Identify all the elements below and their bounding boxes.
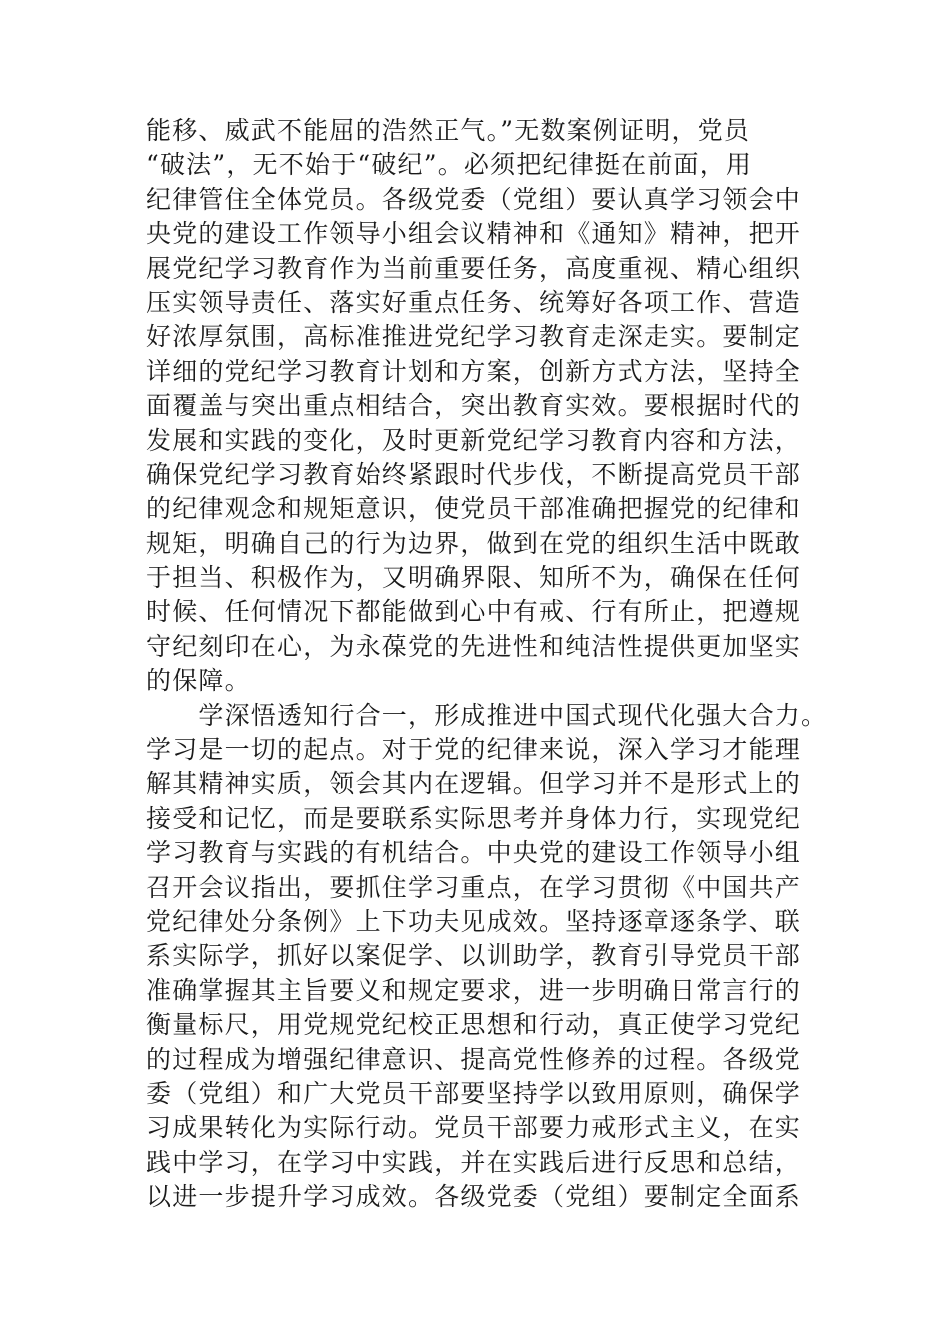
text-line: 准确掌握其主旨要义和规定要求，进一步明确日常言行的: [146, 975, 802, 1005]
body-text: [146, 114, 846, 1215]
text-line: 委（党组）和广大党员干部要坚持学以致用原则，确保学: [146, 1078, 802, 1108]
text-line: 压实领导责任、落实好重点任务、统筹好各项工作、营造: [146, 287, 802, 317]
text-line: 的保障。: [146, 666, 251, 696]
text-line: 学深悟透知行合一，形成推进中国式现代化强大合力。: [146, 700, 828, 730]
text-line: 系实际学，抓好以案促学、以训助学，教育引导党员干部: [146, 941, 802, 971]
text-line: 召开会议指出，要抓住学习重点，在学习贯彻《中国共产: [146, 872, 802, 902]
text-line: 于担当、积极作为，又明确界限、知所不为，确保在任何: [146, 563, 802, 593]
text-line: 纪律管住全体党员。各级党委（党组）要认真学习领会中: [146, 184, 802, 214]
text-line: 发展和实践的变化，及时更新党纪学习教育内容和方法，: [146, 425, 802, 455]
text-line: 学习教育与实践的有机结合。中央党的建设工作领导小组: [146, 838, 802, 868]
text-line: 以进一步提升学习成效。各级党委（党组）要制定全面系: [146, 1182, 802, 1212]
text-line: 守纪刻印在心，为永葆党的先进性和纯洁性提供更加坚实: [146, 631, 802, 661]
text-line: 好浓厚氛围，高标准推进党纪学习教育走深走实。要制定: [146, 322, 802, 352]
text-line: “破法”，无不始于“破纪”。必须把纪律挺在前面，用: [146, 150, 753, 180]
paragraph-1: [146, 114, 846, 699]
text-line: 党纪律处分条例》上下功夫见成效。坚持逐章逐条学、联: [146, 906, 802, 936]
text-line: 规矩，明确自己的行为边界，做到在党的组织生活中既敢: [146, 528, 802, 558]
text-line: 践中学习，在学习中实践，并在实践后进行反思和总结，: [146, 1147, 802, 1177]
text-line: 央党的建设工作领导小组会议精神和《通知》精神，把开: [146, 219, 802, 249]
text-line: 时候、任何情况下都能做到心中有戒、行有所止，把遵规: [146, 597, 802, 627]
text-line: 衡量标尺，用党规党纪校正思想和行动，真正使学习党纪: [146, 1010, 802, 1040]
text-line: 接受和记忆，而是要联系实际思考并身体力行，实现党纪: [146, 803, 802, 833]
paragraph-2: [146, 699, 846, 1215]
text-line: 能移、威武不能屈的浩然正气。”无数案例证明，党员: [146, 116, 751, 145]
text-line: 的纪律观念和规矩意识，使党员干部准确把握党的纪律和: [146, 494, 802, 524]
text-line: 的过程成为增强纪律意识、提高党性修养的过程。各级党: [146, 1044, 802, 1074]
text-line: 学习是一切的起点。对于党的纪律来说，深入学习才能理: [146, 735, 802, 765]
text-line: 详细的党纪学习教育计划和方案，创新方式方法，坚持全: [146, 356, 802, 386]
text-line: 展党纪学习教育作为当前重要任务，高度重视、精心组织: [146, 253, 802, 283]
text-line: 确保党纪学习教育始终紧跟时代步伐，不断提高党员干部: [146, 459, 802, 489]
text-line: 习成果转化为实际行动。党员干部要力戒形式主义，在实: [146, 1113, 802, 1143]
text-line: 面覆盖与突出重点相结合，突出教育实效。要根据时代的: [146, 391, 802, 421]
text-line: 解其精神实质，领会其内在逻辑。但学习并不是形式上的: [146, 769, 802, 799]
